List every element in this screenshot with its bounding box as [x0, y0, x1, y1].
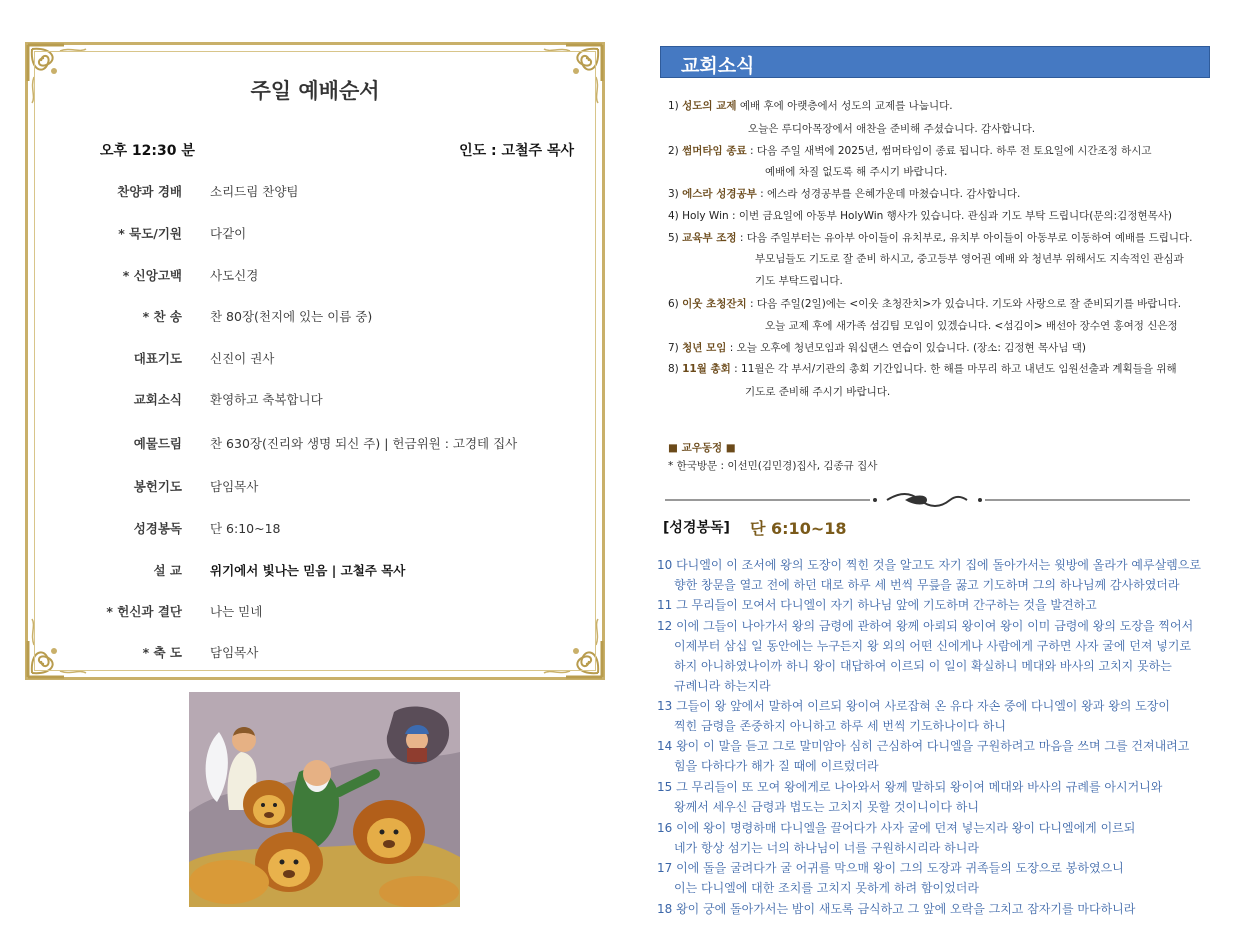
scripture-verse: 12 이에 그들이 나아가서 왕의 금령에 관하여 왕께 아뢰되 왕이여 왕이 이미 금령에 왕의 도장을 찍어서 — [657, 619, 1194, 633]
scripture-reading-label: [성경봉독] — [663, 520, 730, 536]
news-item-continued: 부모님들도 기도로 잘 준비 하시고, 중고등부 영어권 예배 와 청년부 위해서도 지속적인 관심과 — [755, 253, 1184, 265]
order-row — [28, 643, 602, 665]
order-value: 사도신경 — [210, 268, 259, 283]
order-value: 신진이 권사 — [210, 351, 275, 366]
order-row — [28, 182, 602, 204]
scripture-verse-continued: 힘을 다하다가 해가 질 때에 이르렀더라 — [674, 759, 879, 773]
scripture-verse-continued: 이는 다니엘에 대한 조치를 고치지 못하게 하려 함이었더라 — [674, 881, 979, 895]
order-row — [28, 349, 602, 371]
news-item: 5) 교육부 조정 : 다음 주일부터는 유아부 아이들이 유치부로, 유치부 아이들이 아동부로 이동하여 예배를 드립니다. — [668, 232, 1193, 244]
ornamental-divider-icon — [665, 490, 1190, 510]
order-label: 봉헌기도 — [133, 479, 182, 494]
order-label: * 축 도 — [142, 645, 182, 660]
member-news-line: * 한국방문 : 이선민(김민경)집사, 김종규 집사 — [668, 460, 878, 472]
scripture-verse: 13 그들이 왕 앞에서 말하여 이르되 왕이여 사로잡혀 온 유다 자손 중에 다니엘이 왕과 왕의 도장이 — [657, 699, 1170, 713]
order-label: 설 교 — [153, 563, 182, 578]
order-row — [28, 434, 602, 456]
order-row — [28, 266, 602, 288]
scripture-verse: 14 왕이 이 말을 듣고 그로 말미암아 심히 근심하여 다니엘을 구원하려고 마음을 쓰며 그를 건져내려고 — [657, 739, 1190, 753]
order-row — [28, 602, 602, 624]
order-row — [28, 477, 602, 499]
order-value: 찬 630장(진리와 생명 되신 주) | 헌금위원 : 고경테 집사 — [210, 436, 518, 451]
order-label: * 묵도/기원 — [118, 226, 182, 241]
scripture-verse-continued: 이제부터 삼십 일 동안에는 누구든지 왕 외의 어떤 신에게나 사람에게 구하면 사자 굴에 던져 넣기로 — [674, 639, 1192, 653]
scripture-verse-continued: 향한 창문을 열고 전에 하던 대로 하루 세 번씩 무릎을 꿇고 기도하며 그의 하나님께 감사하였더라 — [674, 578, 1180, 592]
scripture-verse: 16 이에 왕이 명령하매 다니엘을 끌어다가 사자 굴에 던져 넣는지라 왕이 다니엘에게 이르되 — [657, 821, 1136, 835]
order-row — [28, 224, 602, 246]
order-value: 단 6:10~18 — [210, 521, 281, 536]
scripture-verse-continued: 하지 아니하였나이까 하니 왕이 대답하여 이르되 이 일이 확실하니 메대와 바사의 고치지 못하는 — [674, 659, 1172, 673]
order-label: 교회소식 — [133, 392, 182, 407]
scripture-verse: 10 다니엘이 이 조서에 왕의 도장이 찍힌 것을 알고도 자기 집에 돌아가서는 윗방에 올라가 예루살렘으로 — [657, 558, 1201, 572]
news-item-continued: 예배에 차질 없도록 해 주시기 바랍니다. — [765, 166, 948, 178]
scripture-verse: 17 이에 돌을 굴려다가 굴 어귀를 막으매 왕이 그의 도장과 귀족들의 도장으로 봉하였으니 — [657, 861, 1124, 875]
order-label: * 찬 송 — [142, 309, 182, 324]
order-label: 예물드림 — [133, 436, 182, 451]
order-value: 찬 80장(천지에 있는 이름 중) — [210, 309, 373, 324]
news-item: 6) 이웃 초청잔치 : 다음 주일(2일)에는 <이웃 초청잔치>가 있습니다. 기도와 사랑으로 잘 준비되기를 바랍니다. — [668, 298, 1182, 310]
news-item: 4) Holy Win : 이번 금요일에 아동부 HolyWin 행사가 있습니다. 관심과 기도 부탁 드립니다(문의:김정현목사) — [668, 210, 1172, 222]
member-news-heading: ■ 교우동정 ■ — [668, 442, 736, 454]
scripture-verse-continued: 찍힌 금령을 존중하지 아니하고 하루 세 번씩 기도하나이다 하니 — [674, 719, 1006, 733]
news-item: 2) 썸머타임 종료 : 다음 주일 새벽에 2025년, 썸머타임이 종료 됩니다. 하루 전 토요일에 시간조정 하시고 — [668, 145, 1152, 157]
news-item-continued: 기도 부탁드립니다. — [755, 275, 843, 287]
news-item: 8) 11월 총회 : 11월은 각 부서/기관의 총회 기간입니다. 한 해를 마무리 하고 내년도 임원선출과 계획들을 위해 — [668, 363, 1177, 375]
order-row — [28, 390, 602, 412]
scripture-verse: 18 왕이 궁에 돌아가서는 밤이 새도록 금식하고 그 앞에 오락을 그치고 잠자기를 마다하니라 — [657, 902, 1136, 916]
order-value: 담임목사 — [210, 645, 259, 660]
service-time: 오후 12:30 분 — [100, 143, 195, 159]
news-item-continued: 오늘은 루디아목장에서 애찬을 준비해 주셨습니다. 감사합니다. — [748, 123, 1036, 135]
order-value: 다같이 — [210, 226, 247, 241]
scripture-verse-continued: 왕께서 세우신 금령과 법도는 고치지 못할 것이니이다 하니 — [674, 800, 979, 814]
scripture-verse: 11 그 무리들이 모여서 다니엘이 자기 하나님 앞에 기도하며 간구하는 것을 발견하고 — [657, 598, 1097, 612]
news-item: 1) 성도의 교제 예배 후에 아랫층에서 성도의 교제를 나눕니다. — [668, 100, 953, 112]
page-title: 주일 예배순서 — [250, 79, 380, 103]
order-row — [28, 519, 602, 541]
order-label: 찬양과 경배 — [117, 184, 182, 199]
news-item: 3) 에스라 성경공부 : 에스라 성경공부를 은혜가운데 마쳤습니다. 감사합니다. — [668, 188, 1021, 200]
news-header — [660, 46, 1210, 78]
order-value: 환영하고 축복합니다 — [210, 392, 323, 407]
order-value: 담임목사 — [210, 479, 259, 494]
order-value: 나는 믿네 — [210, 604, 263, 619]
order-label: * 신앙고백 — [122, 268, 182, 283]
order-row — [28, 307, 602, 329]
order-label: 대표기도 — [133, 351, 182, 366]
scripture-verse-continued: 네가 항상 섬기는 너의 하나님이 너를 구원하시리라 하니라 — [674, 841, 979, 855]
news-item: 7) 청년 모임 : 오늘 오후에 청년모임과 워십댄스 연습이 있습니다. (장소: 김정현 목사님 댁) — [668, 342, 1086, 354]
news-item-continued: 기도로 준비해 주시기 바랍니다. — [745, 386, 891, 398]
order-label: * 헌신과 결단 — [106, 604, 182, 619]
news-header-title: 교회소식 — [681, 55, 755, 77]
scripture-reference: 단 6:10~18 — [750, 519, 847, 538]
sermon-title: 위기에서 빛나는 믿음 | 고철주 목사 — [210, 563, 406, 578]
scripture-verse-continued: 규례니라 하는지라 — [674, 679, 771, 693]
order-label: 성경봉독 — [133, 521, 182, 536]
order-value: 소리드림 찬양팀 — [210, 184, 299, 199]
scripture-verse: 15 그 무리들이 또 모여 왕에게로 나아와서 왕께 말하되 왕이여 메대와 바사의 규례를 아시거니와 — [657, 780, 1163, 794]
service-leader: 인도 : 고철주 목사 — [459, 143, 574, 159]
order-row — [28, 561, 602, 583]
news-item-continued: 오늘 교제 후에 새가족 섬김팀 모임이 있겠습니다. <섬김이> 배선아 장수연 홍여정 신은정 — [765, 320, 1178, 332]
worship-order-panel — [25, 42, 605, 680]
daniel-lions-den-illustration — [189, 692, 460, 907]
